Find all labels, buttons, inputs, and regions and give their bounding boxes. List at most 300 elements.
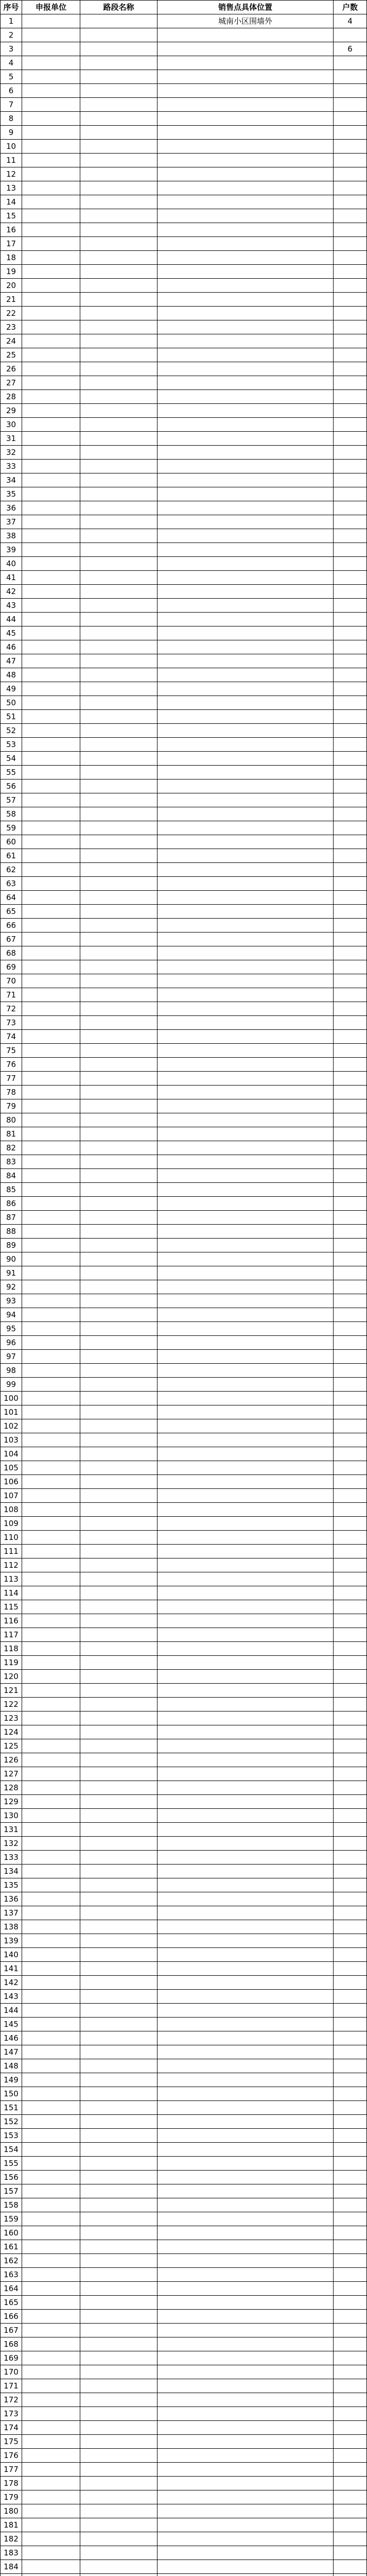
households-cell xyxy=(334,2045,367,2059)
seq-cell: 85 xyxy=(1,1183,22,1197)
table-row xyxy=(1,766,367,779)
location-cell xyxy=(158,2324,334,2337)
unit-cell xyxy=(22,2198,80,2212)
road-cell xyxy=(80,1350,158,1364)
households-cell xyxy=(334,432,367,446)
location-cell xyxy=(158,1670,334,1684)
table-row xyxy=(1,209,367,223)
table-row xyxy=(1,1767,367,1781)
table-row xyxy=(1,891,367,905)
location-cell xyxy=(158,501,334,515)
table-row xyxy=(1,84,367,98)
location-cell xyxy=(158,418,334,432)
seq-cell: 175 xyxy=(1,2435,22,2449)
table-row xyxy=(1,1280,367,1294)
households-cell xyxy=(334,1127,367,1141)
seq-cell: 121 xyxy=(1,1684,22,1698)
unit-cell xyxy=(22,1795,80,1809)
road-cell xyxy=(80,1364,158,1378)
seq-cell: 163 xyxy=(1,2268,22,2282)
seq-cell: 120 xyxy=(1,1670,22,1684)
road-cell xyxy=(80,835,158,849)
table-row xyxy=(1,1211,367,1225)
households-cell xyxy=(334,2532,367,2546)
location-cell xyxy=(158,960,334,974)
seq-cell: 184 xyxy=(1,2560,22,2574)
households-cell xyxy=(334,877,367,891)
table-row xyxy=(1,1851,367,1865)
location-cell xyxy=(158,1447,334,1461)
location-cell xyxy=(158,1392,334,1405)
households-cell xyxy=(334,2031,367,2045)
table-row xyxy=(1,807,367,821)
road-cell xyxy=(80,460,158,473)
seq-cell: 80 xyxy=(1,1113,22,1127)
unit-cell xyxy=(22,501,80,515)
table-row xyxy=(1,724,367,738)
location-cell xyxy=(158,2171,334,2184)
seq-cell: 123 xyxy=(1,1711,22,1725)
seq-cell: 37 xyxy=(1,515,22,529)
seq-cell: 168 xyxy=(1,2337,22,2351)
unit-cell xyxy=(22,432,80,446)
seq-cell: 99 xyxy=(1,1378,22,1392)
households-cell xyxy=(334,473,367,487)
road-cell xyxy=(80,376,158,390)
header-households: 户数 xyxy=(334,1,367,14)
table-row xyxy=(1,1990,367,2004)
households-cell xyxy=(334,1865,367,1878)
location-cell xyxy=(158,1920,334,1934)
households-cell xyxy=(334,626,367,640)
unit-cell xyxy=(22,835,80,849)
table-row xyxy=(1,2574,367,2576)
unit-cell xyxy=(22,2490,80,2504)
road-cell xyxy=(80,1016,158,1030)
unit-cell xyxy=(22,1517,80,1531)
table-row xyxy=(1,835,367,849)
households-cell xyxy=(334,195,367,209)
table-row xyxy=(1,2504,367,2518)
location-cell xyxy=(158,2351,334,2365)
road-cell xyxy=(80,2282,158,2296)
unit-cell xyxy=(22,1781,80,1795)
seq-cell: 68 xyxy=(1,946,22,960)
unit-cell xyxy=(22,1990,80,2004)
unit-cell xyxy=(22,1698,80,1711)
seq-cell: 44 xyxy=(1,613,22,626)
seq-cell: 136 xyxy=(1,1892,22,1906)
seq-cell: 87 xyxy=(1,1211,22,1225)
seq-cell: 135 xyxy=(1,1878,22,1892)
households-cell xyxy=(334,28,367,42)
unit-cell xyxy=(22,1865,80,1878)
table-row xyxy=(1,1600,367,1614)
households-cell xyxy=(334,946,367,960)
seq-cell: 96 xyxy=(1,1336,22,1350)
road-cell xyxy=(80,2421,158,2435)
road-cell xyxy=(80,2115,158,2129)
unit-cell xyxy=(22,1127,80,1141)
households-cell xyxy=(334,1684,367,1698)
seq-cell: 145 xyxy=(1,2018,22,2031)
unit-cell xyxy=(22,2296,80,2310)
seq-cell: 10 xyxy=(1,140,22,154)
location-cell xyxy=(158,84,334,98)
households-cell xyxy=(334,2324,367,2337)
households-cell xyxy=(334,1781,367,1795)
road-cell xyxy=(80,1656,158,1670)
road-cell xyxy=(80,1225,158,1239)
households-cell xyxy=(334,1948,367,1962)
location-cell xyxy=(158,1545,334,1558)
road-cell xyxy=(80,613,158,626)
households-cell xyxy=(334,2518,367,2532)
seq-cell: 130 xyxy=(1,1809,22,1823)
households-cell xyxy=(334,404,367,418)
location-cell xyxy=(158,946,334,960)
households-cell xyxy=(334,2463,367,2477)
unit-cell xyxy=(22,1364,80,1378)
seq-cell: 75 xyxy=(1,1044,22,1058)
location-cell xyxy=(158,1266,334,1280)
table-row xyxy=(1,181,367,195)
location-cell xyxy=(158,2004,334,2018)
unit-cell xyxy=(22,42,80,56)
households-cell xyxy=(334,2184,367,2198)
unit-cell xyxy=(22,334,80,348)
table-row xyxy=(1,1127,367,1141)
location-cell xyxy=(158,1628,334,1642)
location-cell xyxy=(158,2143,334,2157)
unit-cell xyxy=(22,974,80,988)
households-cell xyxy=(334,515,367,529)
table-row xyxy=(1,2157,367,2171)
table-row xyxy=(1,2282,367,2296)
road-cell xyxy=(80,1809,158,1823)
seq-cell: 142 xyxy=(1,1976,22,1990)
table-row xyxy=(1,1753,367,1767)
location-cell xyxy=(158,863,334,877)
households-cell xyxy=(334,1308,367,1322)
table-row xyxy=(1,1698,367,1711)
road-cell xyxy=(80,237,158,251)
households-cell xyxy=(334,2477,367,2490)
unit-cell xyxy=(22,2532,80,2546)
header-road: 路段名称 xyxy=(80,1,158,14)
households-cell xyxy=(334,1878,367,1892)
table-row xyxy=(1,1419,367,1433)
table-row xyxy=(1,1197,367,1211)
unit-cell xyxy=(22,626,80,640)
road-cell xyxy=(80,2435,158,2449)
unit-cell xyxy=(22,1892,80,1906)
road-cell xyxy=(80,1378,158,1392)
road-cell xyxy=(80,320,158,334)
seq-cell: 181 xyxy=(1,2518,22,2532)
road-cell xyxy=(80,2031,158,2045)
location-cell xyxy=(158,682,334,696)
road-cell xyxy=(80,154,158,167)
road-cell xyxy=(80,863,158,877)
location-cell: 城南小区围墙外 xyxy=(158,14,334,28)
road-cell xyxy=(80,432,158,446)
unit-cell xyxy=(22,807,80,821)
road-cell xyxy=(80,696,158,710)
households-cell xyxy=(334,1934,367,1948)
unit-cell xyxy=(22,1405,80,1419)
households-cell xyxy=(334,738,367,752)
road-cell xyxy=(80,2351,158,2365)
location-cell xyxy=(158,933,334,946)
location-cell xyxy=(158,1934,334,1948)
households-cell xyxy=(334,1600,367,1614)
location-cell xyxy=(158,2379,334,2393)
households-cell xyxy=(334,933,367,946)
seq-cell: 62 xyxy=(1,863,22,877)
unit-cell xyxy=(22,376,80,390)
location-cell xyxy=(158,1308,334,1322)
unit-cell xyxy=(22,126,80,140)
households-cell xyxy=(334,807,367,821)
location-cell xyxy=(158,1252,334,1266)
road-cell xyxy=(80,2560,158,2574)
road-cell xyxy=(80,682,158,696)
seq-cell: 98 xyxy=(1,1364,22,1378)
location-cell xyxy=(158,320,334,334)
road-cell xyxy=(80,362,158,376)
location-cell xyxy=(158,1058,334,1072)
households-cell xyxy=(334,724,367,738)
households-cell xyxy=(334,1239,367,1252)
location-cell xyxy=(158,195,334,209)
seq-cell: 6 xyxy=(1,84,22,98)
location-cell xyxy=(158,626,334,640)
table-row xyxy=(1,404,367,418)
seq-cell: 28 xyxy=(1,390,22,404)
table-row xyxy=(1,2324,367,2337)
table-row xyxy=(1,2073,367,2087)
road-cell xyxy=(80,1990,158,2004)
households-cell xyxy=(334,2198,367,2212)
unit-cell xyxy=(22,1823,80,1837)
table-row xyxy=(1,376,367,390)
location-cell xyxy=(158,2310,334,2324)
road-cell xyxy=(80,2018,158,2031)
seq-cell: 11 xyxy=(1,154,22,167)
households-cell xyxy=(334,2351,367,2365)
road-cell xyxy=(80,1628,158,1642)
road-cell xyxy=(80,2240,158,2254)
table-row xyxy=(1,1531,367,1545)
table-row xyxy=(1,1072,367,1086)
unit-cell xyxy=(22,1628,80,1642)
location-cell xyxy=(158,988,334,1002)
households-cell xyxy=(334,1086,367,1099)
road-cell xyxy=(80,640,158,654)
households-cell xyxy=(334,1169,367,1183)
location-cell xyxy=(158,376,334,390)
road-cell xyxy=(80,307,158,320)
road-cell xyxy=(80,2171,158,2184)
location-cell xyxy=(158,1614,334,1628)
location-cell xyxy=(158,348,334,362)
unit-cell xyxy=(22,2101,80,2115)
seq-cell: 129 xyxy=(1,1795,22,1809)
table-row xyxy=(1,1183,367,1197)
table-row xyxy=(1,251,367,265)
seq-cell: 138 xyxy=(1,1920,22,1934)
location-cell xyxy=(158,293,334,307)
seq-cell: 61 xyxy=(1,849,22,863)
road-cell xyxy=(80,543,158,557)
unit-cell xyxy=(22,863,80,877)
location-cell xyxy=(158,1753,334,1767)
households-cell xyxy=(334,1211,367,1225)
seq-cell: 166 xyxy=(1,2310,22,2324)
location-cell xyxy=(158,835,334,849)
seq-cell: 33 xyxy=(1,460,22,473)
road-cell xyxy=(80,2337,158,2351)
households-cell xyxy=(334,2449,367,2463)
location-cell xyxy=(158,1892,334,1906)
seq-cell: 14 xyxy=(1,195,22,209)
households-cell xyxy=(334,1392,367,1405)
location-cell xyxy=(158,1211,334,1225)
location-cell xyxy=(158,167,334,181)
households-cell xyxy=(334,613,367,626)
table-row xyxy=(1,70,367,84)
seq-cell: 157 xyxy=(1,2184,22,2198)
seq-cell: 45 xyxy=(1,626,22,640)
unit-cell xyxy=(22,1767,80,1781)
table-row xyxy=(1,1405,367,1419)
unit-cell xyxy=(22,487,80,501)
seq-cell: 122 xyxy=(1,1698,22,1711)
table-row xyxy=(1,1461,367,1475)
seq-cell: 24 xyxy=(1,334,22,348)
road-cell xyxy=(80,2254,158,2268)
table-row xyxy=(1,1030,367,1044)
households-cell xyxy=(334,1016,367,1030)
households-cell xyxy=(334,2282,367,2296)
seq-cell: 40 xyxy=(1,557,22,571)
unit-cell xyxy=(22,2059,80,2073)
seq-cell: 76 xyxy=(1,1058,22,1072)
seq-cell: 86 xyxy=(1,1197,22,1211)
table-row xyxy=(1,821,367,835)
seq-cell: 32 xyxy=(1,446,22,460)
location-cell xyxy=(158,70,334,84)
unit-cell xyxy=(22,640,80,654)
seq-cell: 21 xyxy=(1,293,22,307)
seq-cell: 20 xyxy=(1,279,22,293)
table-row xyxy=(1,320,367,334)
location-cell xyxy=(158,2212,334,2226)
unit-cell xyxy=(22,599,80,613)
location-cell xyxy=(158,2490,334,2504)
households-cell xyxy=(334,1628,367,1642)
seq-cell: 55 xyxy=(1,766,22,779)
households-cell xyxy=(334,1280,367,1294)
unit-cell xyxy=(22,738,80,752)
unit-cell xyxy=(22,682,80,696)
table-row xyxy=(1,543,367,557)
table-row xyxy=(1,265,367,279)
table-row xyxy=(1,1336,367,1350)
location-cell xyxy=(158,793,334,807)
households-cell xyxy=(334,1183,367,1197)
households-cell xyxy=(334,1990,367,2004)
seq-cell: 180 xyxy=(1,2504,22,2518)
table-row xyxy=(1,960,367,974)
unit-cell xyxy=(22,1294,80,1308)
table-row xyxy=(1,1169,367,1183)
road-cell xyxy=(80,223,158,237)
seq-cell xyxy=(1,2574,22,2576)
seq-cell: 17 xyxy=(1,237,22,251)
seq-cell: 25 xyxy=(1,348,22,362)
location-cell xyxy=(158,2532,334,2546)
road-cell xyxy=(80,1141,158,1155)
seq-cell: 132 xyxy=(1,1837,22,1851)
road-cell xyxy=(80,2379,158,2393)
location-cell xyxy=(158,334,334,348)
households-cell xyxy=(334,2254,367,2268)
table-row xyxy=(1,1044,367,1058)
unit-cell xyxy=(22,2157,80,2171)
location-cell xyxy=(158,473,334,487)
unit-cell xyxy=(22,2463,80,2477)
households-cell: 4 xyxy=(334,14,367,28)
location-cell xyxy=(158,2449,334,2463)
seq-cell: 4 xyxy=(1,56,22,70)
road-cell xyxy=(80,1489,158,1503)
households-cell xyxy=(334,181,367,195)
households-cell xyxy=(334,557,367,571)
unit-cell xyxy=(22,1266,80,1280)
header-row xyxy=(1,1,367,14)
unit-cell xyxy=(22,2143,80,2157)
location-cell xyxy=(158,1155,334,1169)
table-row xyxy=(1,390,367,404)
road-cell xyxy=(80,752,158,766)
table-row xyxy=(1,2518,367,2532)
road-cell xyxy=(80,654,158,668)
seq-cell: 27 xyxy=(1,376,22,390)
location-cell xyxy=(158,1364,334,1378)
road-cell xyxy=(80,1934,158,1948)
location-cell xyxy=(158,1099,334,1113)
table-row xyxy=(1,1225,367,1239)
table-row xyxy=(1,1475,367,1489)
unit-cell xyxy=(22,1392,80,1405)
unit-cell xyxy=(22,2560,80,2574)
table-row xyxy=(1,154,367,167)
unit-cell xyxy=(22,543,80,557)
unit-cell xyxy=(22,1684,80,1698)
households-cell xyxy=(334,960,367,974)
unit-cell xyxy=(22,1433,80,1447)
seq-cell: 89 xyxy=(1,1239,22,1252)
table-row xyxy=(1,1141,367,1155)
table-row xyxy=(1,56,367,70)
unit-cell xyxy=(22,1183,80,1197)
unit-cell xyxy=(22,1545,80,1558)
unit-cell xyxy=(22,2449,80,2463)
table-row xyxy=(1,2018,367,2031)
households-cell xyxy=(334,2421,367,2435)
